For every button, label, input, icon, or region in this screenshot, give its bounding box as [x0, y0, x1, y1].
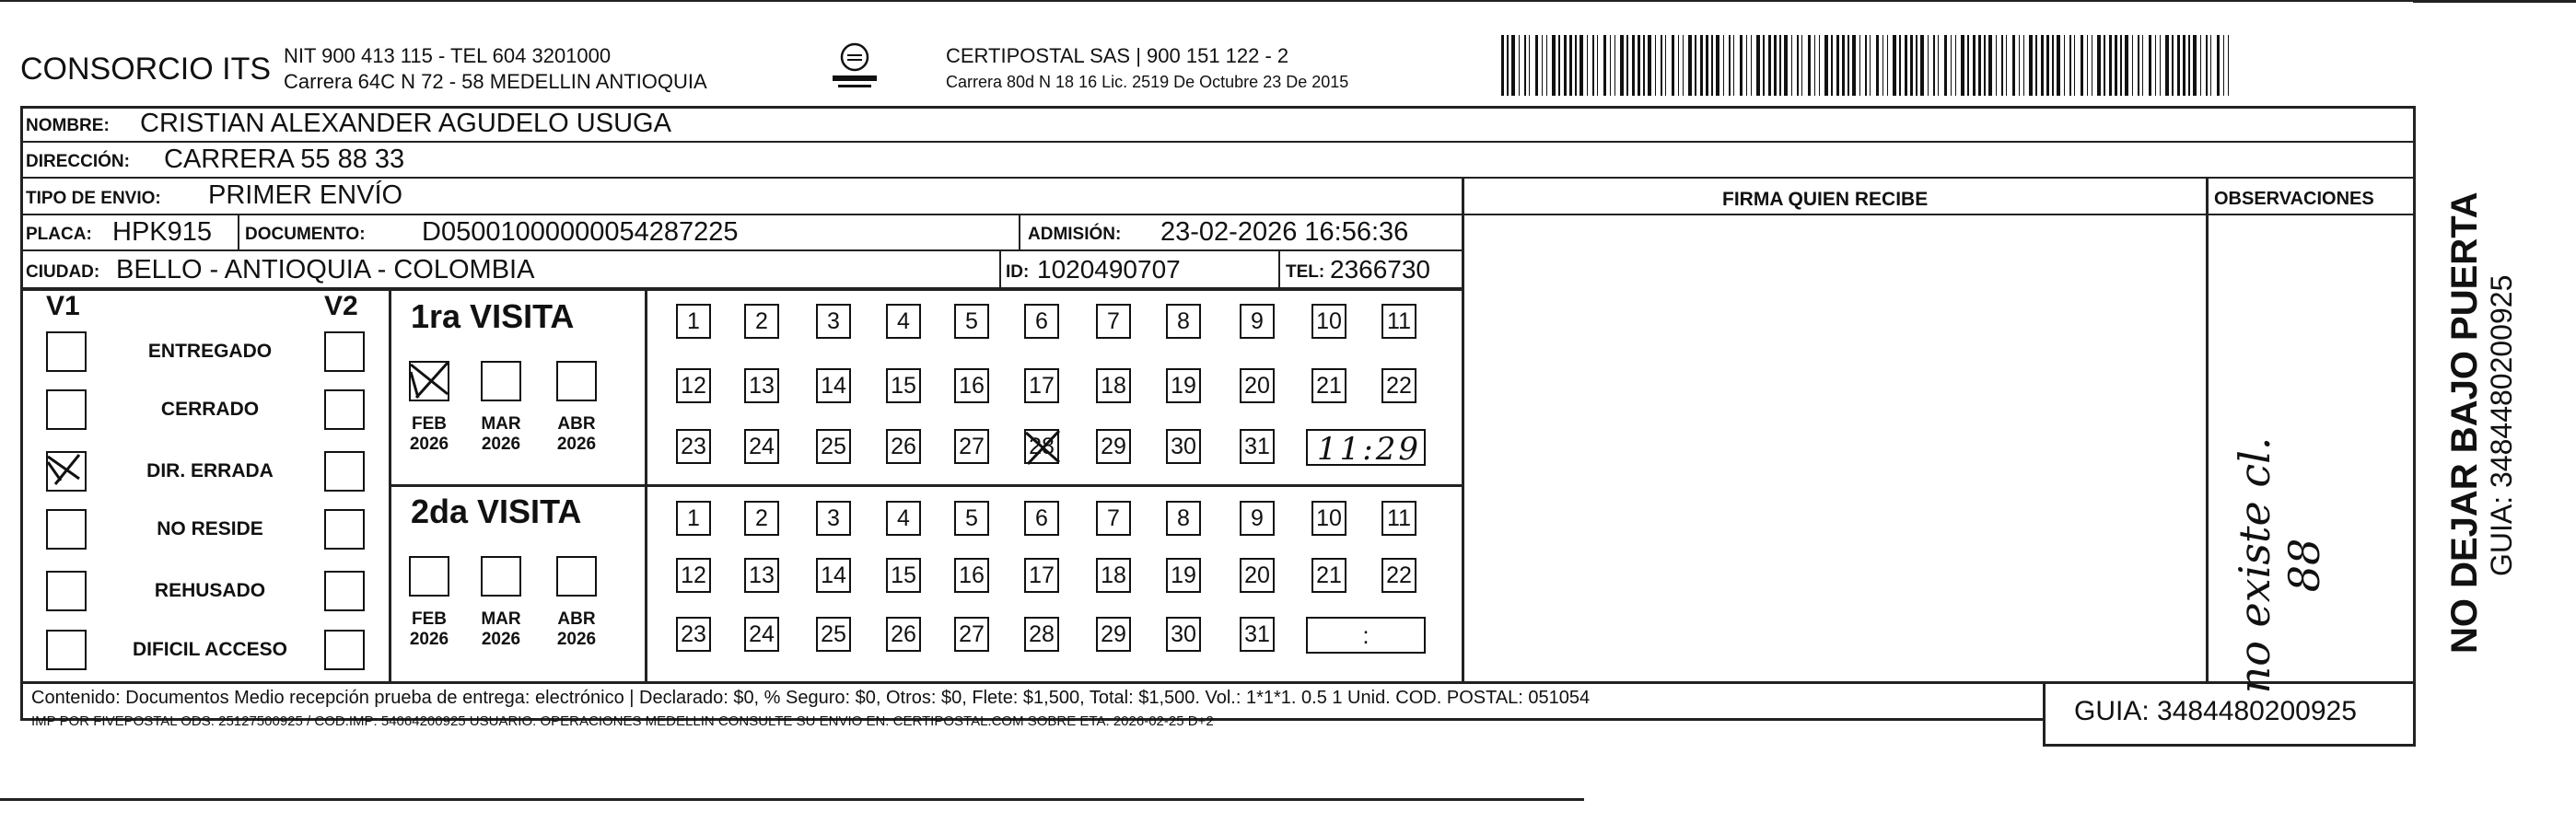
day-box[interactable]: [744, 617, 779, 652]
day-box[interactable]: [1166, 501, 1201, 536]
side-guia: GUIA: 3484480200925: [2485, 274, 2518, 576]
day-box[interactable]: [1024, 304, 1059, 339]
day-number: 2: [755, 504, 768, 531]
day-box[interactable]: [816, 304, 851, 339]
day-box[interactable]: [1311, 558, 1346, 593]
status-label: CERRADO: [160, 399, 260, 420]
status-label: NO RESIDE: [157, 518, 263, 539]
second-visit-time: :: [1362, 620, 1370, 649]
month-label: [473, 609, 529, 650]
month-label: [473, 414, 529, 455]
day-number: 17: [1029, 562, 1055, 588]
month-label: [549, 609, 604, 650]
top-right-border: [2413, 0, 2576, 3]
day-box[interactable]: [1381, 304, 1416, 339]
day-number: 29: [1101, 620, 1126, 647]
status-label: ENTREGADO: [147, 341, 273, 362]
day-number: 24: [749, 620, 775, 647]
month-year: 2026: [409, 629, 449, 649]
day-box[interactable]: [1166, 558, 1201, 593]
second-visit-time-box[interactable]: [1306, 617, 1426, 654]
grid-line: [389, 484, 1463, 487]
grid-line: [2413, 106, 2416, 747]
day-box[interactable]: [1024, 617, 1059, 652]
day-box[interactable]: [954, 617, 989, 652]
day-box[interactable]: [816, 501, 851, 536]
v1-checkbox[interactable]: [46, 630, 87, 670]
company-address: Carrera 64C N 72 - 58 MEDELLIN ANTIOQUIA: [284, 70, 707, 93]
day-box[interactable]: [676, 368, 711, 403]
bottom-border: [0, 798, 1584, 801]
day-box[interactable]: [816, 558, 851, 593]
day-number: 11: [1387, 307, 1411, 334]
admision-value: 23-02-2026 16:56:36: [1160, 217, 1409, 247]
nombre-label: NOMBRE:: [26, 116, 110, 135]
day-box[interactable]: [744, 304, 779, 339]
carrier-license: Carrera 80d N 18 16 Lic. 2519 De Octubre 23 De 2015: [946, 73, 1349, 91]
v2-checkbox[interactable]: [324, 389, 365, 430]
grid-line: [2206, 214, 2414, 215]
firma-header: FIRMA QUIEN RECIBE: [1722, 189, 1929, 210]
day-box[interactable]: [816, 429, 851, 464]
day-number: 26: [891, 620, 916, 647]
day-number: 6: [1035, 307, 1048, 334]
month-checkbox-abr[interactable]: [556, 556, 597, 597]
day-box[interactable]: [886, 617, 921, 652]
day-number: 25: [821, 433, 846, 459]
day-number: 16: [959, 372, 985, 399]
day-box[interactable]: [1240, 429, 1275, 464]
grid-line: [20, 177, 2415, 179]
day-number: 27: [959, 620, 985, 647]
day-box[interactable]: [886, 368, 921, 403]
day-box[interactable]: [676, 429, 711, 464]
day-number: 5: [965, 307, 978, 334]
day-number: 22: [1386, 562, 1412, 588]
day-box[interactable]: [1166, 304, 1201, 339]
side-warning: NO DEJAR BAJO PUERTA: [2444, 191, 2485, 654]
tipo-envio-value: PRIMER ENVÍO: [208, 180, 403, 210]
day-box[interactable]: [1240, 617, 1275, 652]
day-number: 16: [959, 562, 985, 588]
day-box[interactable]: [1311, 368, 1346, 403]
month-name: ABR: [557, 609, 596, 629]
day-box[interactable]: [1381, 558, 1416, 593]
day-number: 18: [1101, 372, 1126, 399]
day-number: 4: [897, 307, 910, 334]
day-box[interactable]: [1024, 501, 1059, 536]
v2-checkbox[interactable]: [324, 571, 365, 611]
direccion-label: DIRECCIÓN:: [26, 152, 130, 171]
day-number: 26: [891, 433, 916, 459]
day-number: 7: [1107, 504, 1120, 531]
day-number: 17: [1029, 372, 1055, 399]
month-name: FEB: [412, 414, 447, 434]
day-box[interactable]: [1024, 429, 1059, 464]
day-box[interactable]: [676, 558, 711, 593]
day-box[interactable]: [1096, 304, 1131, 339]
day-box[interactable]: [886, 501, 921, 536]
day-number: 14: [821, 372, 846, 399]
month-name: FEB: [412, 609, 447, 629]
month-name: MAR: [481, 609, 521, 629]
v1-checkbox[interactable]: [46, 451, 87, 492]
month-name: ABR: [557, 414, 596, 434]
direccion-value: CARRERA 55 88 33: [164, 145, 405, 174]
tel-label: TEL:: [1286, 262, 1325, 282]
tipo-envio-label: TIPO DE ENVIO:: [26, 189, 161, 208]
day-number: 31: [1244, 433, 1270, 459]
day-number: 30: [1171, 433, 1196, 459]
day-box[interactable]: [676, 501, 711, 536]
id-value: 1020490707: [1037, 255, 1181, 284]
top-border: [0, 0, 2576, 2]
month-year: 2026: [556, 434, 597, 454]
day-box[interactable]: [1240, 304, 1275, 339]
ciudad-label: CIUDAD:: [26, 262, 100, 282]
day-number: 6: [1035, 504, 1048, 531]
first-visit-time-box[interactable]: [1306, 429, 1426, 466]
barcode: [1501, 35, 2234, 96]
day-number: 11: [1387, 504, 1411, 531]
month-year: 2026: [556, 629, 597, 649]
day-number: 25: [821, 620, 846, 647]
v2-header: V2: [324, 291, 358, 321]
day-number: 21: [1316, 562, 1342, 588]
nombre-value: CRISTIAN ALEXANDER AGUDELO USUGA: [140, 109, 671, 138]
day-number: 12: [681, 562, 706, 588]
v1-header: V1: [46, 291, 80, 321]
day-box[interactable]: [1096, 558, 1131, 593]
day-box[interactable]: [744, 501, 779, 536]
day-number: 30: [1171, 620, 1196, 647]
grid-line: [20, 289, 1462, 291]
month-checkbox-mar[interactable]: [481, 556, 521, 597]
day-box[interactable]: [676, 617, 711, 652]
tel-value: 2366730: [1330, 255, 1431, 284]
id-label: ID:: [1006, 262, 1030, 282]
imp-text: IMP POR FIVEPOSTAL ODS: 25127500925 / COD.IMP: 54064200925 USUARIO: OPERACIONES MEDELLIN CONSULTE SU ENVIO EN: CERTIPOSTAL.COM SOBRE ETA: 2026-02-25 D+2: [31, 713, 1214, 729]
day-box[interactable]: [886, 558, 921, 593]
month-checkbox-abr[interactable]: [556, 361, 597, 401]
status-label: REHUSADO: [154, 580, 266, 601]
day-box[interactable]: [1024, 558, 1059, 593]
day-number: 8: [1177, 504, 1190, 531]
day-box[interactable]: [1096, 429, 1131, 464]
day-number: 3: [827, 307, 840, 334]
contenido-text: Contenido: Documentos Medio recepción prueba de entrega: electrónico | Declarado: $0, % Seguro: $0, Otros: $0, Flete: $1,500, Total: $1,500. Vol.: 1*1*1. 0.5 1 Unid. COD. POSTAL: 051054: [31, 688, 1591, 708]
month-label: [402, 414, 457, 455]
carrier-info: CERTIPOSTAL SAS | 900 151 122 - 2: [946, 44, 1289, 67]
day-box[interactable]: [1381, 501, 1416, 536]
handwritten-observation: no existe cl. 88: [2230, 436, 2329, 694]
documento-label: DOCUMENTO:: [245, 225, 366, 244]
month-year: 2026: [409, 434, 449, 454]
grid-line: [20, 249, 1462, 251]
day-box[interactable]: [1381, 368, 1416, 403]
day-box[interactable]: [744, 368, 779, 403]
day-number: 2: [755, 307, 768, 334]
day-number: 18: [1101, 562, 1126, 588]
day-box[interactable]: [1240, 501, 1275, 536]
day-number: 15: [891, 562, 916, 588]
grid-line: [1462, 177, 1464, 683]
day-number: 24: [749, 433, 775, 459]
day-box[interactable]: [954, 501, 989, 536]
placa-value: HPK915: [112, 217, 213, 247]
day-number: 28: [1029, 433, 1055, 459]
day-box[interactable]: [886, 429, 921, 464]
day-box[interactable]: [1166, 429, 1201, 464]
day-number: 29: [1101, 433, 1126, 459]
day-number: 21: [1316, 372, 1342, 399]
day-number: 27: [959, 433, 985, 459]
day-box[interactable]: [1096, 617, 1131, 652]
v2-checkbox[interactable]: [324, 630, 365, 670]
day-box[interactable]: [744, 558, 779, 593]
day-number: 3: [827, 504, 840, 531]
day-number: 19: [1171, 562, 1196, 588]
day-box[interactable]: [744, 429, 779, 464]
day-number: 19: [1171, 372, 1196, 399]
day-box[interactable]: [1096, 501, 1131, 536]
day-box[interactable]: [954, 558, 989, 593]
v1-checkbox[interactable]: [46, 509, 87, 550]
day-box[interactable]: [816, 617, 851, 652]
grid-line: [2043, 681, 2046, 746]
first-visit-time: 11:29: [1317, 431, 1421, 468]
day-box[interactable]: [954, 368, 989, 403]
month-checkbox-feb[interactable]: [409, 556, 449, 597]
month-label: [402, 609, 457, 650]
day-box[interactable]: [1311, 304, 1346, 339]
day-number: 20: [1244, 372, 1270, 399]
grid-line: [999, 249, 1001, 289]
certipostal-logo: [829, 41, 880, 92]
placa-label: PLACA:: [26, 225, 92, 244]
month-checkbox-feb[interactable]: [409, 361, 449, 401]
day-box[interactable]: [954, 304, 989, 339]
status-label: DIFICIL ACCESO: [132, 639, 287, 660]
v2-checkbox[interactable]: [324, 451, 365, 492]
grid-line: [20, 681, 2415, 684]
month-year: 2026: [481, 434, 521, 454]
grid-line: [238, 214, 239, 250]
day-number: 12: [681, 372, 706, 399]
day-box[interactable]: [1311, 501, 1346, 536]
grid-line: [1019, 214, 1020, 250]
day-box[interactable]: [1166, 617, 1201, 652]
day-number: 1: [687, 307, 700, 334]
day-number: 4: [897, 504, 910, 531]
status-label: DIR. ERRADA: [146, 460, 274, 481]
month-checkbox-mar[interactable]: [481, 361, 521, 401]
observaciones-header: OBSERVACIONES: [2214, 189, 2374, 209]
day-number: 13: [749, 562, 775, 588]
day-box[interactable]: [676, 304, 711, 339]
footer-guia: GUIA: 3484480200925: [2074, 696, 2357, 726]
day-number: 7: [1107, 307, 1120, 334]
day-number: 9: [1251, 307, 1264, 334]
day-number: 8: [1177, 307, 1190, 334]
day-number: 5: [965, 504, 978, 531]
v1-checkbox[interactable]: [46, 389, 87, 430]
day-number: 22: [1386, 372, 1412, 399]
v2-checkbox[interactable]: [324, 509, 365, 550]
day-number: 20: [1244, 562, 1270, 588]
day-box[interactable]: [1166, 368, 1201, 403]
grid-line: [20, 287, 1462, 289]
v1-checkbox[interactable]: [46, 571, 87, 611]
day-box[interactable]: [1024, 368, 1059, 403]
company-nit: NIT 900 413 115 - TEL 604 3201000: [284, 44, 612, 67]
month-year: 2026: [481, 629, 521, 649]
day-box[interactable]: [816, 368, 851, 403]
v1-checkbox[interactable]: [46, 331, 87, 372]
documento-value: D05001000000054287225: [422, 217, 739, 247]
day-number: 31: [1244, 620, 1270, 647]
grid-line: [20, 214, 2415, 215]
grid-line: [2043, 744, 2415, 747]
grid-line: [2206, 177, 2209, 683]
day-number: 14: [821, 562, 846, 588]
day-number: 10: [1316, 307, 1342, 334]
day-box[interactable]: [1096, 368, 1131, 403]
day-number: 23: [681, 433, 706, 459]
day-box[interactable]: [886, 304, 921, 339]
day-number: 1: [687, 504, 700, 531]
grid-line: [20, 141, 2415, 143]
grid-line: [1278, 249, 1280, 289]
second-visit-title: 2da VISITA: [411, 493, 582, 530]
day-box[interactable]: [1240, 558, 1275, 593]
day-number: 10: [1316, 504, 1342, 531]
day-number: 13: [749, 372, 775, 399]
company-name: CONSORCIO ITS: [20, 52, 272, 87]
day-number: 15: [891, 372, 916, 399]
grid-line: [20, 106, 23, 720]
ciudad-value: BELLO - ANTIOQUIA - COLOMBIA: [116, 255, 535, 284]
admision-label: ADMISIÓN:: [1028, 225, 1122, 244]
month-label: [549, 414, 604, 455]
v2-checkbox[interactable]: [324, 331, 365, 372]
first-visit-title: 1ra VISITA: [411, 297, 575, 335]
day-number: 28: [1029, 620, 1055, 647]
day-box[interactable]: [954, 429, 989, 464]
day-number: 9: [1251, 504, 1264, 531]
month-name: MAR: [481, 414, 521, 434]
day-box[interactable]: [1240, 368, 1275, 403]
day-number: 23: [681, 620, 706, 647]
